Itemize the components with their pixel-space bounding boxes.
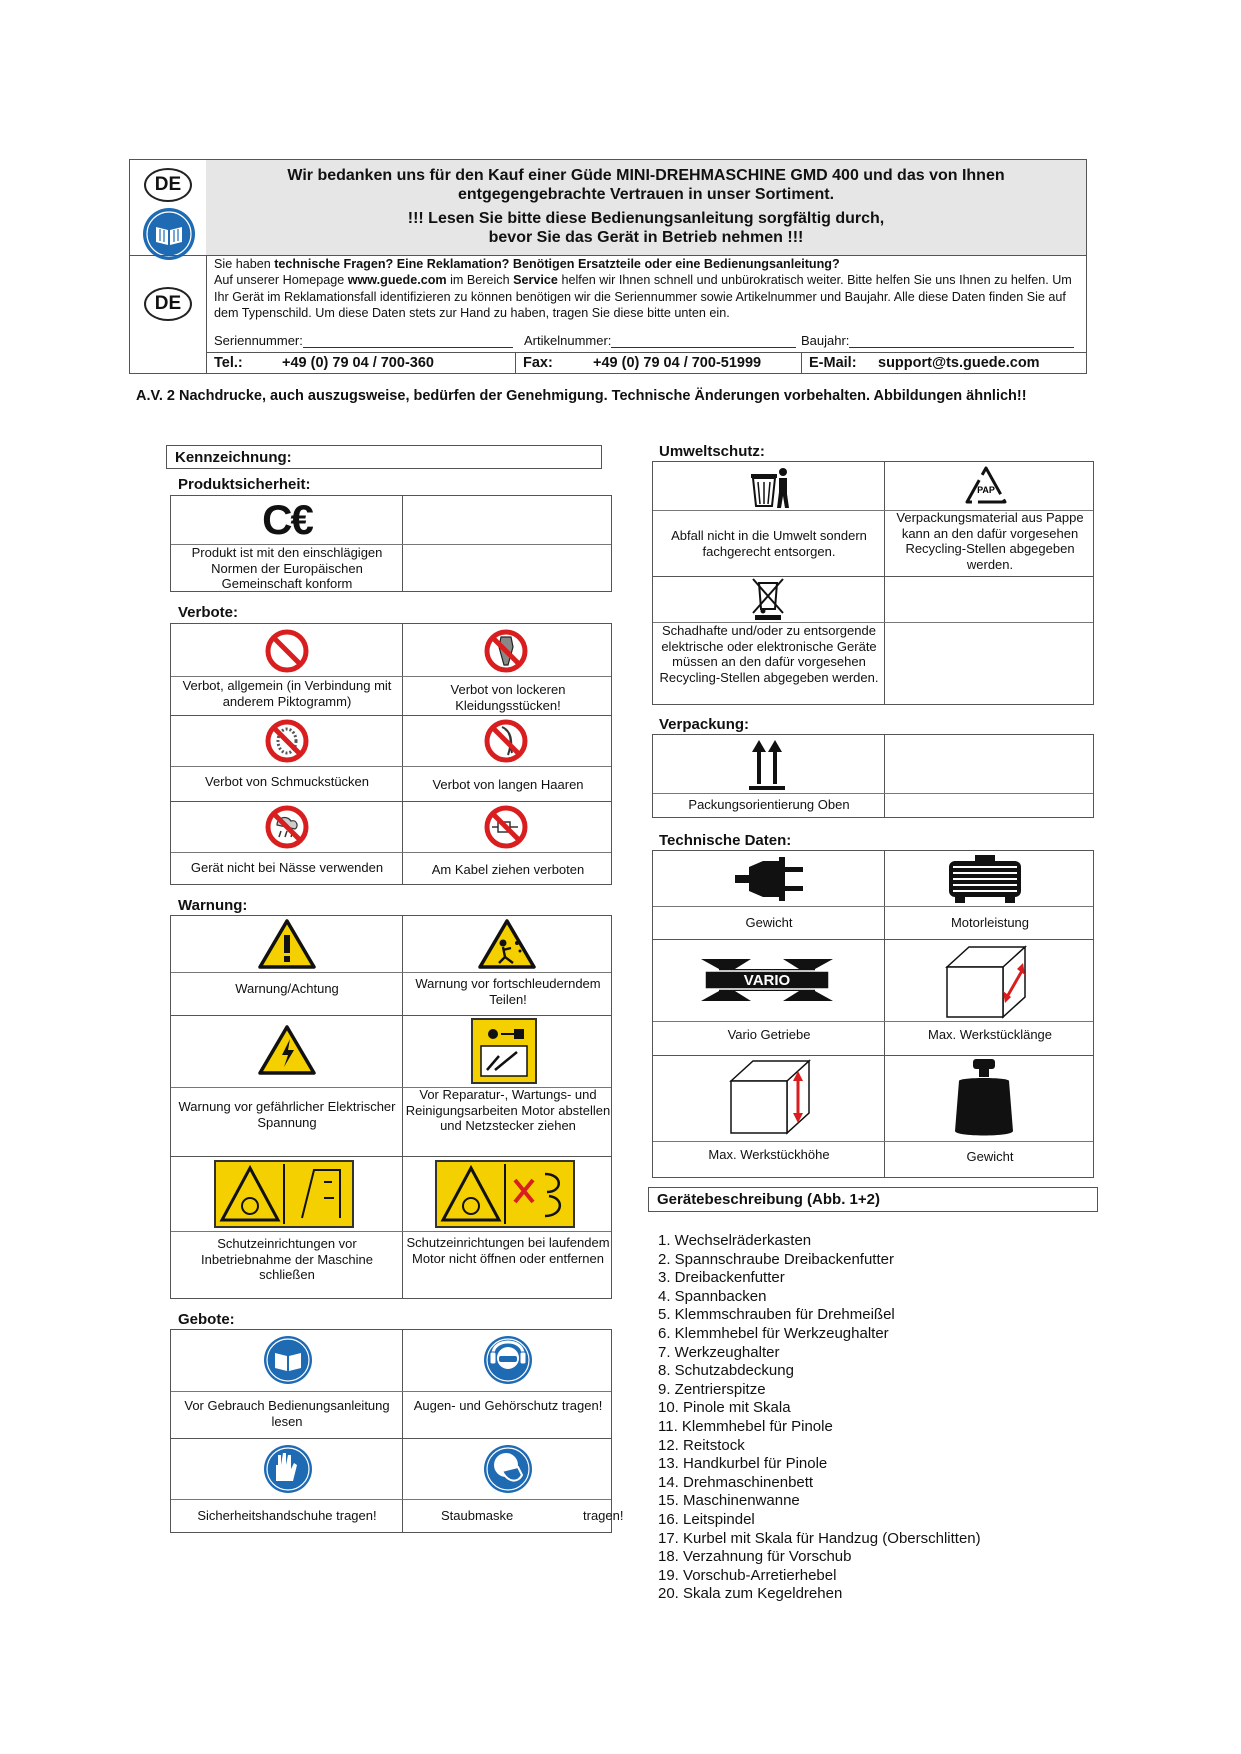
- tech-text-2: Motorleistung: [950, 915, 1030, 930]
- recycling-pap-icon: [961, 464, 1011, 510]
- warning-flying-parts-icon: [475, 919, 539, 971]
- tech-text-3: Vario Getriebe: [727, 1027, 811, 1042]
- thanks-band: [206, 160, 1086, 256]
- ce-mark-icon: C€: [262, 496, 312, 543]
- support-question: Sie haben technische Fragen? Eine Reklamation? Benötigen Ersatzteile oder eine Bedienungsanleitung?: [214, 257, 840, 271]
- fax-label: Fax:: [523, 355, 553, 371]
- verbot-text-6: Am Kabel ziehen verboten: [431, 862, 585, 877]
- no-pull-cable-icon: [482, 803, 530, 851]
- kennzeichnung-title: Kennzeichnung:: [166, 445, 602, 469]
- verpackung-table: [652, 734, 1094, 818]
- list-item: 20. Skala zum Kegeldrehen: [658, 1585, 843, 1603]
- contact-header-box: [129, 159, 1087, 374]
- email-value[interactable]: support@ts.guede.com: [878, 355, 1040, 371]
- tel-value[interactable]: +49 (0) 79 04 / 700-360: [282, 355, 434, 371]
- umwelt-text-3: Schadhafte und/oder zu entsorgende elektrische oder elektronische Geräte müssen an den dafür vorgesehen Recycling-Stellen abgegeben werden.: [659, 623, 879, 685]
- warnung-title: Warnung:: [178, 897, 248, 914]
- eye-ear-protection-icon: [481, 1333, 535, 1387]
- list-item: 8. Schutzabdeckung: [658, 1362, 794, 1380]
- verbot-text-2: Verbot von lockeren Kleidungsstücken!: [450, 682, 566, 713]
- gebot-text-3: Sicherheitshandschuhe tragen!: [197, 1508, 377, 1523]
- contact-row: [206, 352, 1086, 374]
- warnung-text-3: Warnung vor gefährlicher Elektrischer Spannung: [178, 1099, 396, 1130]
- list-item: 7. Werkzeughalter: [658, 1343, 780, 1361]
- copyright-notice: A.V. 2 Nachdrucke, auch auszugsweise, bedürfen der Genehmigung. Technische Änderungen vorbehalten. Abbildungen ähnlich!!: [136, 388, 1027, 404]
- produktsicherheit-table: [170, 495, 612, 592]
- verpackung-title: Verpackung:: [659, 716, 750, 733]
- verbote-title: Verbote:: [178, 604, 239, 621]
- list-item: 11. Klemmhebel für Pinole: [658, 1417, 833, 1435]
- verpackung-text-1: Packungsorientierung Oben: [688, 797, 850, 812]
- serial-number-field[interactable]: Seriennummer:: [214, 333, 513, 349]
- list-item: 19. Vorschub-Arretierhebel: [658, 1566, 837, 1584]
- read-line-2: bevor Sie das Gerät in Betrieb nehmen !!!: [488, 229, 804, 246]
- gebote-title: Gebote:: [178, 1311, 235, 1328]
- weee-crossed-bin-icon: [749, 577, 787, 621]
- workpiece-height-cube-icon: [727, 1057, 813, 1137]
- umweltschutz-table: [652, 461, 1094, 705]
- warning-general-icon: [255, 919, 319, 971]
- no-long-hair-icon: [482, 717, 530, 765]
- gebot-text-1: Vor Gebrauch Bedienungsanleitung lesen: [184, 1398, 390, 1429]
- power-plug-icon: [733, 853, 809, 905]
- gebot-text-2: Augen- und Gehörschutz tragen!: [413, 1398, 603, 1413]
- motor-icon: [945, 853, 1025, 905]
- produktsicherheit-title: Produktsicherheit:: [178, 476, 311, 493]
- umwelt-text-1: Abfall nicht in die Umwelt sondern fachgerecht entsorgen.: [671, 528, 867, 559]
- pap-label: PAP: [977, 485, 995, 495]
- ce-text: Produkt ist mit den einschlägigen Normen der Europäischen Gemeinschaft konform: [191, 545, 383, 591]
- list-item: 15. Maschinenwanne: [658, 1492, 800, 1510]
- no-loose-clothing-icon: [482, 627, 530, 675]
- geraetebeschreibung-title: Gerätebeschreibung (Abb. 1+2): [648, 1187, 1098, 1212]
- gebot-text-4: Staubmaske: [441, 1508, 514, 1523]
- prohibition-general-icon: [263, 627, 311, 675]
- parts-list: [658, 1232, 981, 1604]
- list-item: 4. Spannbacken: [658, 1287, 767, 1305]
- list-item: 2. Spannschraube Dreibackenfutter: [658, 1250, 894, 1268]
- language-badge-top: DE: [144, 168, 192, 202]
- warnung-text-2: Warnung vor fortschleuderndem Teilen!: [415, 976, 601, 1007]
- warnung-text-5: Schutzeinrichtungen vor Inbetriebnahme der Maschine schließen: [201, 1236, 373, 1282]
- disconnect-before-maintenance-icon: [471, 1018, 537, 1084]
- technische-daten-table: [652, 850, 1094, 1178]
- verbot-text-1: Verbot, allgemein (in Verbindung mit anderem Piktogramm): [182, 678, 392, 709]
- list-item: 3. Dreibackenfutter: [658, 1269, 785, 1287]
- workpiece-length-cube-icon: [943, 943, 1029, 1019]
- no-jewelry-icon: [263, 717, 311, 765]
- verbot-text-4: Verbot von langen Haaren: [432, 777, 584, 792]
- umwelt-text-2: Verpackungsmaterial aus Pappe kann an den dafür vorgesehen Recycling-Stellen abgegeben werden.: [896, 510, 1084, 572]
- list-item: 9. Zentrierspitze: [658, 1380, 766, 1398]
- tel-label: Tel.:: [214, 355, 243, 371]
- language-column: [130, 160, 207, 373]
- dust-mask-icon: [481, 1442, 535, 1496]
- warning-electric-voltage-icon: [255, 1023, 319, 1079]
- list-item: 12. Reitstock: [658, 1436, 745, 1454]
- email-label: E-Mail:: [809, 355, 857, 371]
- fax-value[interactable]: +49 (0) 79 04 / 700-51999: [593, 355, 762, 371]
- thanks-line-1: Wir bedanken uns für den Kauf einer Güde MINI-DREHMASCHINE GMD 400 und das von Ihnen: [287, 167, 1005, 184]
- list-item: 5. Klemmschrauben für Drehmeißel: [658, 1306, 895, 1324]
- close-guards-icon: [214, 1160, 354, 1228]
- warnung-table: [170, 915, 612, 1299]
- umweltschutz-title: Umweltschutz:: [659, 443, 765, 460]
- gebote-table: [170, 1329, 624, 1533]
- year-field[interactable]: Baujahr:: [801, 333, 1074, 349]
- list-item: 14. Drehmaschinenbett: [658, 1473, 814, 1491]
- waste-bin-icon: [745, 464, 793, 510]
- verbote-table: [170, 623, 612, 885]
- list-item: 13. Handkurbel für Pinole: [658, 1455, 828, 1473]
- technische-daten-title: Technische Daten:: [659, 832, 792, 849]
- do-not-open-guards-icon: [435, 1160, 575, 1228]
- list-item: 18. Verzahnung für Vorschub: [658, 1548, 852, 1566]
- vario-label: VARIO: [743, 972, 791, 989]
- list-item: 16. Leitspindel: [658, 1510, 755, 1528]
- warnung-text-4: Vor Reparatur-, Wartungs- und Reinigungsarbeiten Motor abstellen und Netzstecker ziehen: [405, 1087, 611, 1133]
- article-number-field[interactable]: Artikelnummer:: [524, 333, 796, 349]
- verbot-text-3: Verbot von Schmuckstücken: [204, 774, 370, 789]
- homepage-link[interactable]: www.guede.com: [347, 273, 447, 287]
- tech-text-4: Max. Werkstücklänge: [927, 1027, 1053, 1042]
- support-info: Auf unserer Homepage www.guede.com im Bereich Service helfen wir Ihnen schnell und unbürokratisch weiter. Bitte helfen Sie uns Ihnen zu helfen. Um Ihr Gerät im Reklamationsfall identifizieren zu können benötigen wir die Seriennummer sowie Artikelnummer und Baujahr. Alle diese Daten finden Sie auf dem Typenschild. Um diese Daten stets zur Hand zu haben, tragen Sie diese bitte unten ein.: [214, 273, 1072, 320]
- list-item: 10. Pinole mit Skala: [658, 1399, 791, 1417]
- language-badge-bottom: DE: [144, 287, 192, 321]
- vario-gear-icon: [699, 957, 835, 1003]
- list-item: 17. Kurbel mit Skala für Handzug (Oberschlitten): [658, 1529, 981, 1547]
- read-manual-mandatory-icon: [261, 1333, 315, 1387]
- no-wet-use-icon: [263, 803, 311, 851]
- list-item: 1. Wechselräderkasten: [658, 1232, 812, 1249]
- list-item: 6. Klemmhebel für Werkzeughalter: [658, 1324, 889, 1342]
- warnung-text-6: Schutzeinrichtungen bei laufendem Motor nicht öffnen oder entfernen: [406, 1235, 610, 1266]
- this-side-up-icon: [747, 738, 787, 792]
- read-line-1: !!! Lesen Sie bitte diese Bedienungsanleitung sorgfältig durch,: [407, 210, 885, 227]
- warnung-text-1: Warnung/Achtung: [235, 981, 339, 996]
- gebot-text-5: tragen!: [583, 1508, 624, 1523]
- tech-text-1: Gewicht: [745, 915, 793, 930]
- weight-icon: [951, 1057, 1017, 1139]
- safety-gloves-icon: [261, 1442, 315, 1496]
- read-manual-icon: [143, 208, 195, 260]
- tech-text-6: Gewicht: [966, 1149, 1014, 1164]
- tech-text-5: Max. Werkstückhöhe: [708, 1147, 830, 1162]
- thanks-line-2: entgegengebrachte Vertrauen in unser Sortiment.: [457, 186, 835, 203]
- verbot-text-5: Gerät nicht bei Nässe verwenden: [190, 860, 384, 875]
